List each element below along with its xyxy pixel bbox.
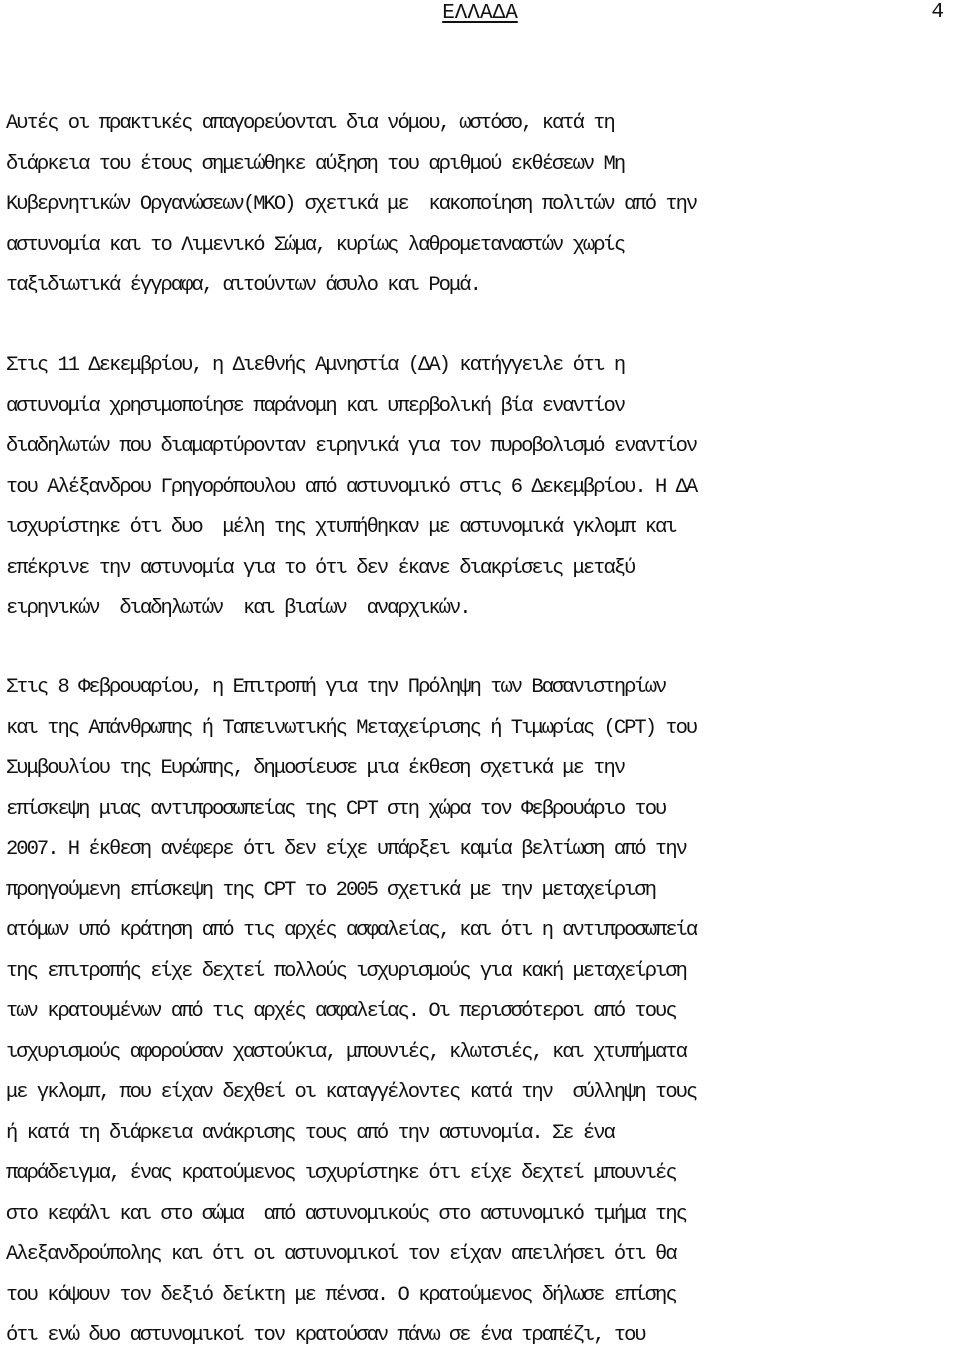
text-line: ατόμων υπό κράτηση από τις αρχές ασφαλείας, και ότι η αντιπροσωπεία (6, 919, 697, 942)
text-line: του κόψουν τον δεξιό δείκτη με πένσα. Ο κρατούμενος δήλωσε επίσης (6, 1283, 676, 1307)
text-line: επίσκεψη μιας αντιπροσωπείας της CPT στη χώρα τον Φεβρουάριο του (6, 797, 666, 821)
page-number: 4 (931, 1, 944, 24)
text-line: Αυτές οι πρακτικές απαγορεύονται δια νόμου, ωστόσο, κατά τη (6, 112, 614, 135)
text-line: ταξιδιωτικά έγγραφα, αιτούντων άσυλο και Ρομά. (6, 274, 480, 297)
paragraph-3 (6, 668, 960, 1357)
paragraph-2 (6, 346, 960, 630)
text-line: ειρηνικών διαδηλωτών και βιαίων αναρχικών. (6, 597, 470, 620)
text-line: ή κατά τη διάρκεια ανάκρισης τους από την αστυνομία. Σε ένα (6, 1121, 614, 1145)
text-line: διάρκεια του έτους σημειώθηκε αύξηση του αριθμού εκθέσεων Μη (6, 152, 625, 176)
text-line: στο κεφάλι και στο σώμα από αστυνομικούς στο αστυνομικό τμήμα της (6, 1202, 686, 1226)
text-line: προηγούμενη επίσκεψη της CPT το 2005 σχετικά με την μεταχείριση (6, 878, 656, 902)
text-line: αστυνομία χρησιμοποίησε παράνομη και υπερβολική βία εναντίον (6, 394, 625, 418)
text-line: Κυβερνητικών Οργανώσεων(ΜΚΟ) σχετικά με κακοποίηση πολιτών από την (6, 193, 697, 216)
text-line: 2007. Η έκθεση ανέφερε ότι δεν είχε υπάρξει καμία βελτίωση από την (6, 838, 686, 861)
text-line: Συμβουλίου της Ευρώπης, δημοσίευσε μια έκθεση σχετικά με την (6, 757, 625, 780)
text-line: και της Απάνθρωπης ή Ταπεινωτικής Μεταχείρισης ή Τιμωρίας (CPT) του (6, 716, 697, 740)
text-line: ότι ενώ δυο αστυνομικοί τον κρατούσαν πάνω σε ένα τραπέζι, του (6, 1324, 645, 1347)
text-line: διαδηλωτών που διαμαρτύρονταν ειρηνικά για τον πυροβολισμό εναντίον (6, 435, 697, 458)
text-line: του Αλέξανδρου Γρηγορόπουλου από αστυνομικό στις 6 Δεκεμβρίου. Η ΔΑ (6, 475, 697, 499)
text-line: Στις 8 Φεβρουαρίου, η Επιτροπή για την Πρόληψη των Βασανιστηρίων (6, 676, 666, 699)
header-title: ΕΛΛΑΔΑ (442, 2, 518, 25)
text-line: Στις 11 Δεκεμβρίου, η Διεθνής Αμνηστία (ΔΑ) κατήγγειλε ότι η (6, 354, 625, 377)
page-header (0, 0, 960, 30)
text-line: με γκλομπ, που είχαν δεχθεί οι καταγγέλοντες κατά την σύλληψη τους (6, 1081, 697, 1104)
text-line: των κρατουμένων από τις αρχές ασφαλείας. Οι περισσότεροι από τους (6, 1000, 676, 1023)
text-line: επέκρινε την αστυνομία για το ότι δεν έκανε διακρίσεις μεταξύ (6, 556, 635, 580)
text-line: της επιτροπής είχε δεχτεί πολλούς ισχυρισμούς για κακή μεταχείριση (6, 959, 686, 983)
text-line: παράδειγμα, ένας κρατούμενος ισχυρίστηκε ότι είχε δεχτεί μπουνιές (6, 1162, 676, 1185)
paragraph-1 (6, 104, 960, 307)
text-line: Αλεξανδρούπολης και ότι οι αστυνομικοί τον είχαν απειλήσει ότι θα (6, 1243, 676, 1266)
text-line: ισχυρισμούς αφορούσαν χαστούκια, μπουνιές, κλωτσιές, και χτυπήματα (6, 1040, 686, 1064)
text-line: ισχυρίστηκε ότι δυο μέλη της χτυπήθηκαν με αστυνομικά γκλομπ και (6, 516, 676, 539)
text-line: αστυνομία και το Λιμενικό Σώμα, κυρίως λαθρομεταναστών χωρίς (6, 233, 625, 257)
